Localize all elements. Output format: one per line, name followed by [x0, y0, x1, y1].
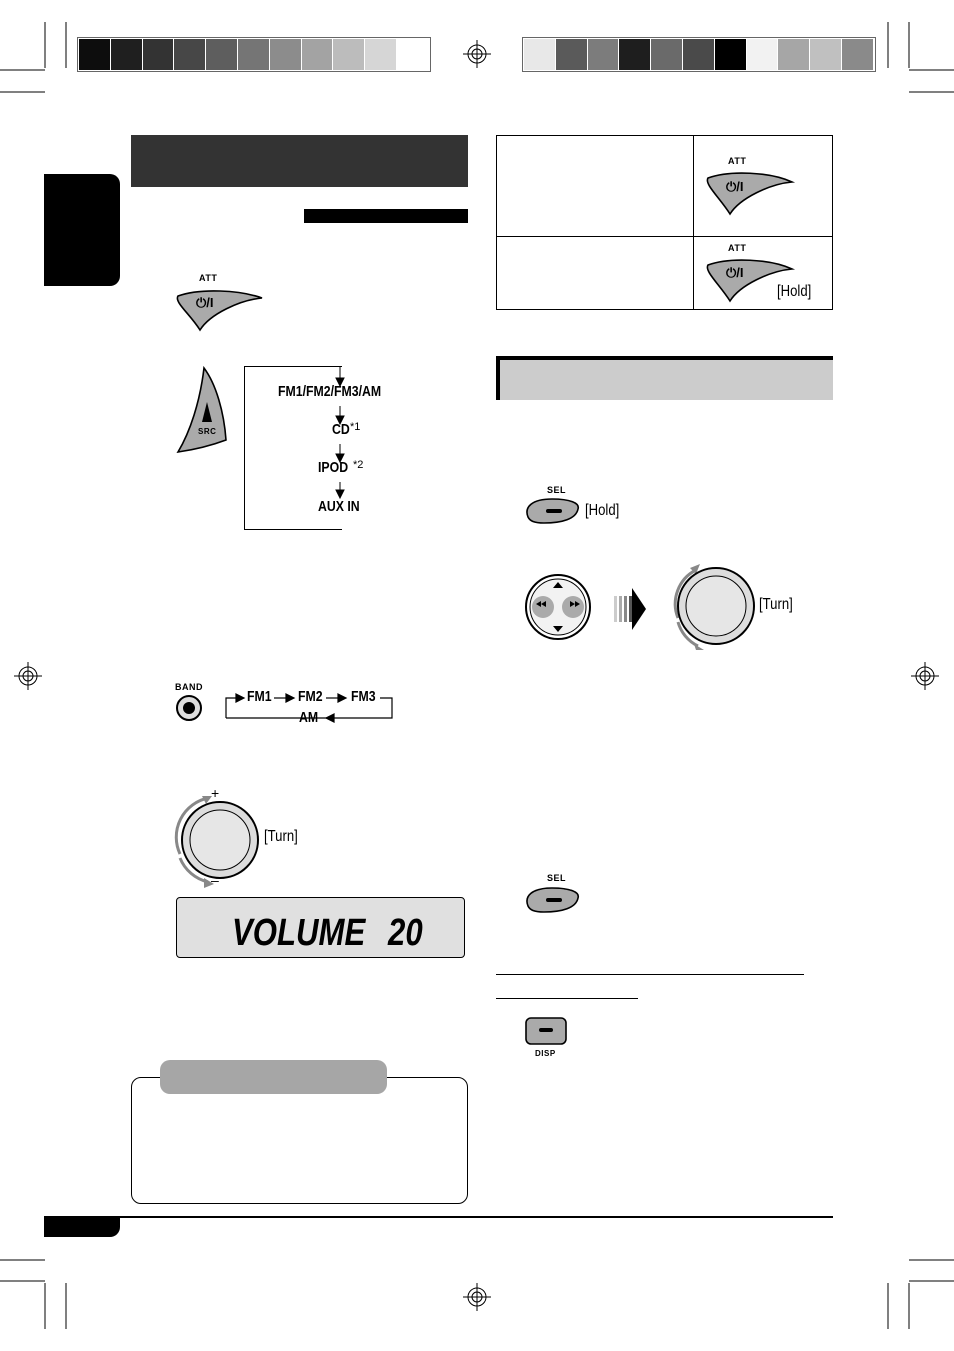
left-bar-swatch [79, 39, 110, 70]
volume-minus-sign: – [211, 872, 219, 888]
turn-hint-volume: [Turn] [264, 828, 298, 845]
page-number-tab [44, 1217, 120, 1237]
sel-button-2[interactable] [522, 884, 582, 916]
power-icon-row1: ⏻/I [726, 179, 744, 194]
src-label: SRC [198, 427, 217, 436]
att-button-row1[interactable] [700, 166, 800, 218]
left-bar-swatch [397, 39, 428, 70]
footer-rule [44, 1216, 833, 1218]
volume-plus-sign: + [211, 785, 220, 801]
left-bar-swatch [238, 39, 269, 70]
subheading-bar [304, 209, 468, 223]
disp-button[interactable] [524, 1016, 570, 1048]
sel-label-2: SEL [547, 873, 567, 883]
band-fm1: FM1 [247, 688, 272, 705]
left-bar-swatch [270, 39, 301, 70]
note-box-tab [160, 1060, 387, 1094]
sel-label-1: SEL [547, 485, 567, 495]
source-ipod: IPOD [318, 459, 349, 476]
source-cd: CD [332, 421, 350, 438]
registration-target-bottom [463, 1283, 491, 1311]
right-bar-swatch [588, 39, 619, 70]
att-label: ATT [199, 273, 218, 283]
power-icon: ⏻/I [196, 295, 214, 310]
left-bar-swatch [143, 39, 174, 70]
band-fm2: FM2 [298, 688, 323, 705]
right-bar-swatch [524, 39, 555, 70]
band-button[interactable] [174, 694, 204, 724]
att-label-row2: ATT [728, 243, 747, 253]
turn-hint-knob: [Turn] [759, 596, 793, 613]
att-label-row1: ATT [728, 156, 747, 166]
lcd-volume-value: 20 [388, 912, 423, 954]
rule-long [496, 974, 804, 975]
source-fm-am: FM1/FM2/FM3/AM [278, 383, 382, 400]
band-fm3: FM3 [351, 688, 376, 705]
section-heading-bar-left [496, 356, 500, 400]
right-bar-swatch [810, 39, 841, 70]
section-heading-bar [496, 356, 833, 400]
registration-target-top [463, 40, 491, 68]
language-tab [44, 174, 120, 286]
multi-control-knob[interactable] [668, 560, 758, 652]
registration-target-right [911, 662, 939, 690]
hold-hint-sel: [Hold] [585, 502, 620, 519]
right-bar-swatch [619, 39, 650, 70]
source-cd-note: *1 [350, 421, 361, 433]
right-bar-swatch [651, 39, 682, 70]
left-bar-swatch [333, 39, 364, 70]
disp-label: DISP [535, 1049, 556, 1058]
directional-pad[interactable] [522, 572, 594, 642]
att-table-col-divider [693, 135, 694, 310]
lcd-volume-label: VOLUME [232, 912, 366, 954]
source-button[interactable] [170, 362, 234, 462]
right-bar-swatch [715, 39, 746, 70]
power-att-button[interactable] [170, 284, 270, 334]
note-box [131, 1077, 468, 1204]
power-icon-row2: ⏻/I [726, 265, 744, 280]
right-bar-swatch [683, 39, 714, 70]
band-label: BAND [175, 682, 203, 692]
sel-button-1[interactable] [522, 495, 582, 527]
right-bar-swatch [747, 39, 778, 70]
left-bar-swatch [111, 39, 142, 70]
right-bar-swatch [556, 39, 587, 70]
left-bar-swatch [302, 39, 333, 70]
left-bar-swatch [365, 39, 396, 70]
right-bar-swatch [778, 39, 809, 70]
right-bar-swatch [842, 39, 873, 70]
section-header-bar [131, 135, 468, 187]
band-am: AM [299, 709, 319, 726]
transition-arrow [612, 586, 648, 632]
section-heading-bar-top [496, 356, 833, 360]
hold-hint-att: [Hold] [777, 283, 812, 300]
source-aux-in: AUX IN [318, 498, 360, 515]
source-ipod-note: *2 [353, 459, 364, 471]
registration-target-left [14, 662, 42, 690]
att-table-row-divider [496, 236, 833, 237]
rule-short [496, 998, 638, 999]
left-bar-swatch [174, 39, 205, 70]
left-bar-swatch [206, 39, 237, 70]
